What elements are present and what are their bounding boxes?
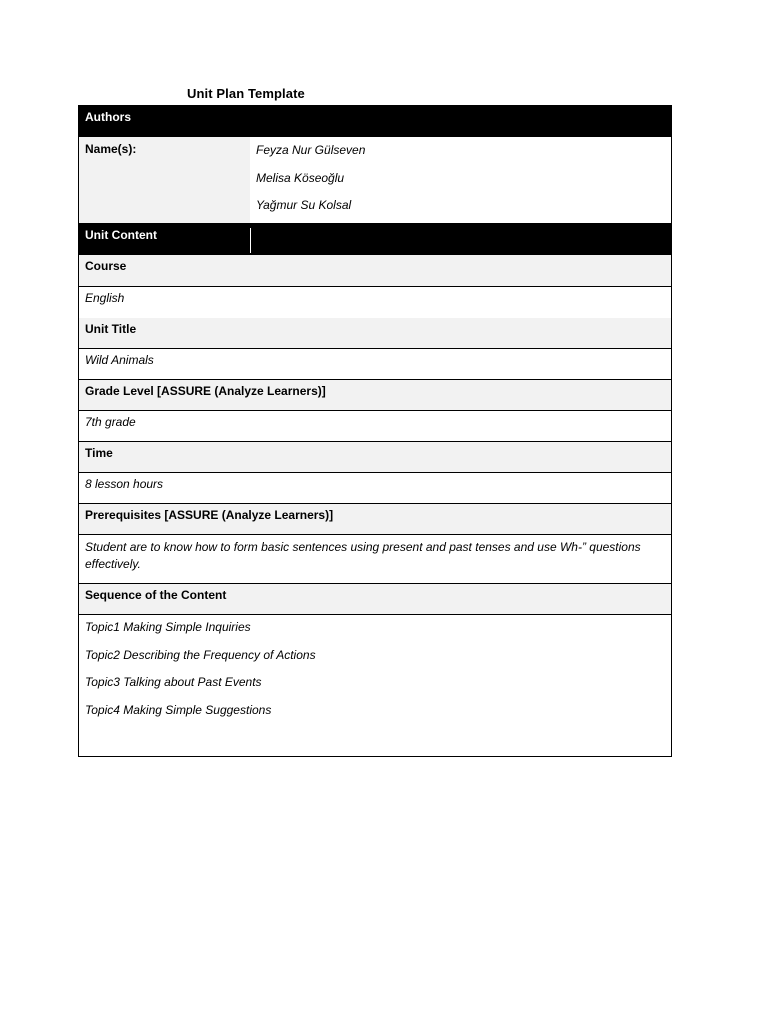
author-name: Yağmur Su Kolsal	[256, 198, 352, 212]
page-title: Unit Plan Template	[187, 86, 305, 101]
header-divider	[250, 228, 251, 253]
prerequisites-label: Prerequisites [ASSURE (Analyze Learners)]	[79, 504, 671, 535]
topic-item: Topic4 Making Simple Suggestions	[85, 702, 272, 717]
unit-title-label: Unit Title	[79, 318, 671, 349]
time-value: 8 lesson hours	[79, 473, 671, 504]
unit-plan-table	[78, 105, 672, 757]
sequence-label: Sequence of the Content	[79, 584, 671, 615]
course-value: English	[79, 287, 671, 318]
sequence-list	[79, 615, 671, 756]
authors-header: Authors	[79, 106, 671, 137]
author-name: Feyza Nur Gülseven	[256, 143, 366, 157]
topic-item: Topic1 Making Simple Inquiries	[85, 620, 251, 634]
unit-content-header-label: Unit Content	[85, 228, 157, 242]
author-name: Melisa Köseoğlu	[256, 170, 345, 185]
topic-item: Topic2 Describing the Frequency of Actions	[85, 647, 316, 662]
time-label: Time	[79, 442, 671, 473]
grade-level-label: Grade Level [ASSURE (Analyze Learners)]	[79, 380, 671, 411]
unit-title-value: Wild Animals	[79, 349, 671, 380]
names-row	[79, 137, 671, 224]
unit-content-header	[79, 224, 671, 255]
topic-item: Topic3 Talking about Past Events	[85, 675, 262, 689]
prerequisites-value: Student are to know how to form basic sentences using present and past tenses and use Wh-” questions effectively.	[79, 535, 671, 584]
names-list	[250, 137, 671, 223]
course-label: Course	[79, 255, 671, 287]
names-label: Name(s):	[79, 137, 250, 223]
grade-level-value: 7th grade	[79, 411, 671, 442]
